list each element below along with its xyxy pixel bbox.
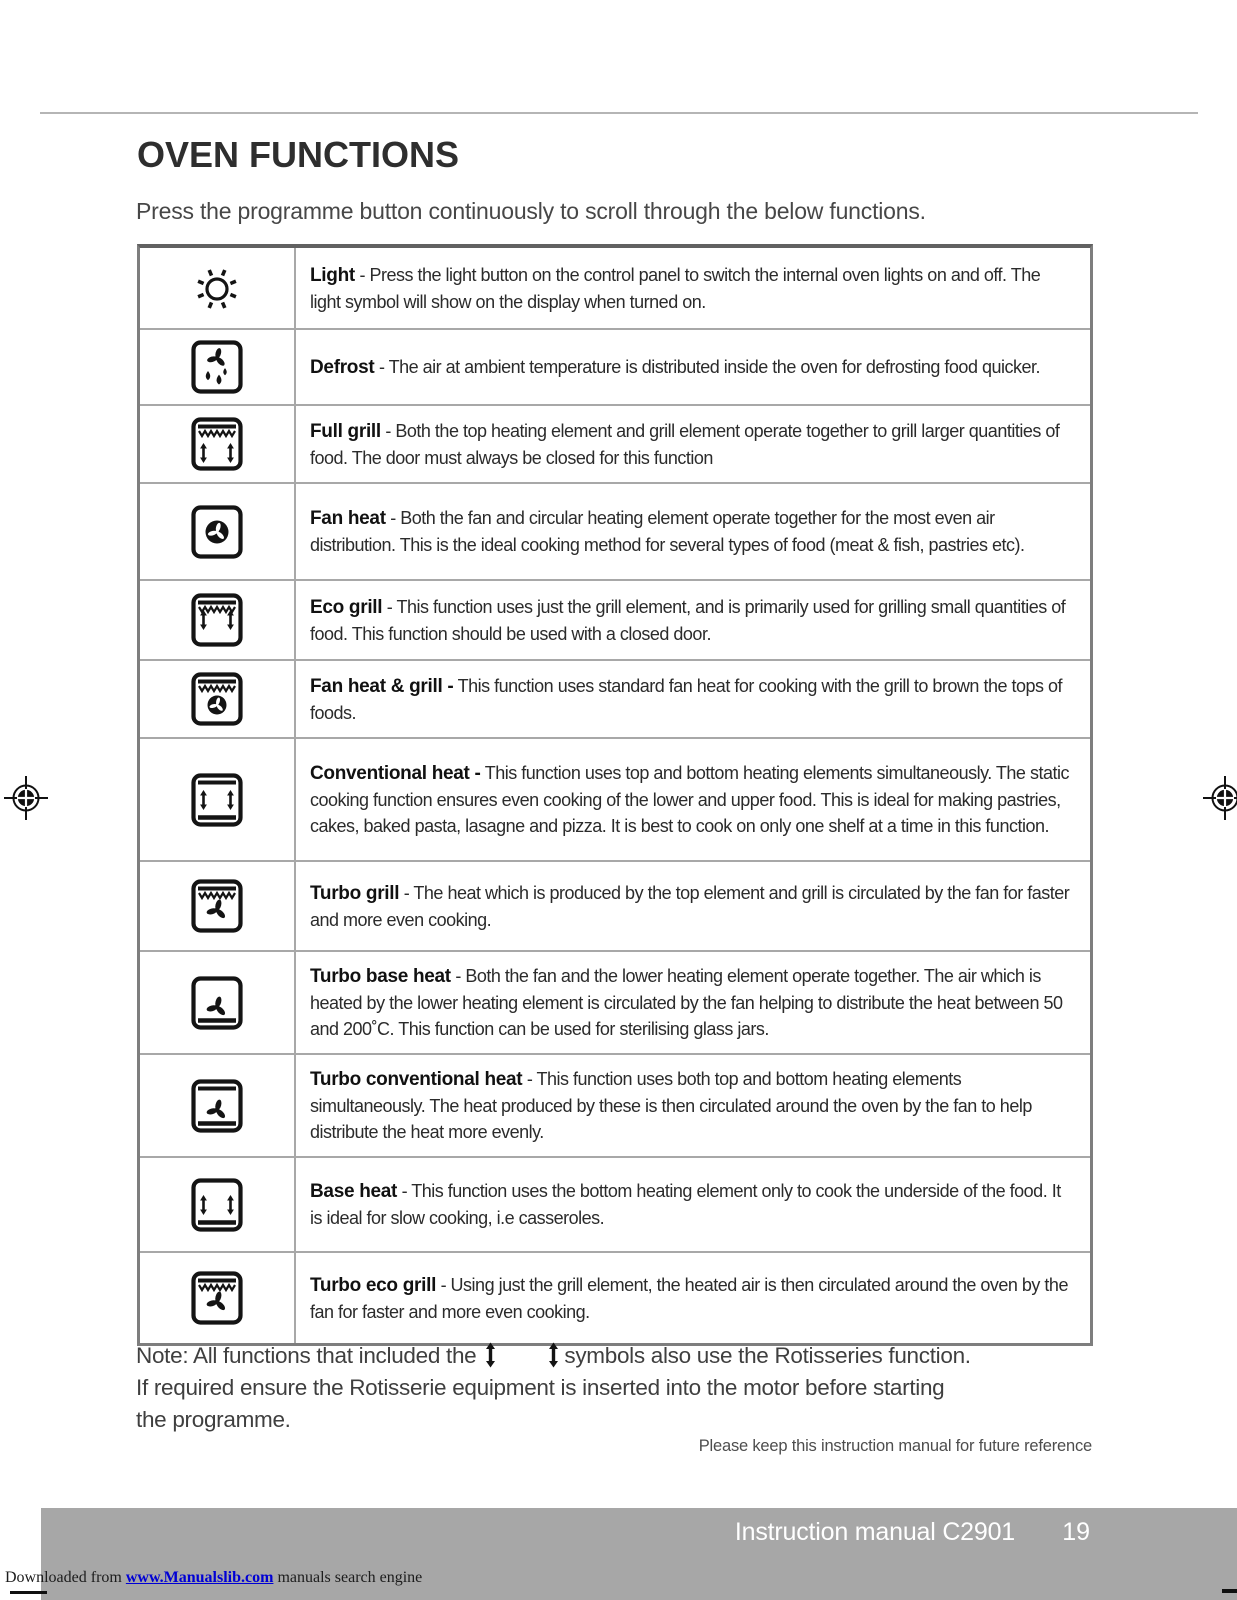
function-name: Turbo grill xyxy=(310,882,400,904)
function-description: - The air at ambient temperature is distributed inside the oven for defrosting food quicker. xyxy=(378,356,1040,377)
page-title: OVEN FUNCTIONS xyxy=(137,134,460,175)
light-icon xyxy=(190,259,244,317)
function-description: This function uses top and bottom heating elements simultaneously. The static cooking function ensures even cooking of the lower and upper food. This is ideal for making pastries, cakes, baked pasta, lasagne and pizza. It is best to cook on only one shelf at a time in this function. xyxy=(310,763,1069,836)
full-grill-icon xyxy=(190,415,244,473)
registration-mark-icon xyxy=(1201,774,1237,822)
function-description: - This function uses the bottom heating element only to cook the underside of the food. It is ideal for slow cooking, i.e casseroles. xyxy=(310,1181,1061,1228)
eco-grill-icon xyxy=(190,591,244,649)
function-name: Fan heat xyxy=(310,508,386,529)
table-row xyxy=(140,404,1090,482)
function-name: Turbo eco grill xyxy=(310,1274,437,1296)
function-description: - Both the top heating element and grill element operate together to grill larger quantities of food. The door must always be closed for this function xyxy=(310,420,1060,468)
fan-heat-grill-icon xyxy=(190,670,244,728)
oven-functions-table xyxy=(137,244,1093,1346)
rotisserie-arrow-icon xyxy=(483,1343,498,1368)
function-name: Conventional heat - xyxy=(310,763,481,784)
crop-mark xyxy=(1222,1589,1237,1593)
function-description: - Using just the grill element, the heated air is then circulated around the oven by the fan for faster and more even cooking. xyxy=(310,1274,1068,1322)
function-description: - This function uses just the grill element, and is primarily used for grilling small quantities of food. This function should be used with a closed door. xyxy=(310,596,1066,644)
function-description: - This function uses both top and bottom heating elements simultaneously. The heat produced by these is then circulated around the oven by the fan to help distribute the heat more evenly. xyxy=(310,1069,1032,1142)
table-row xyxy=(140,328,1090,404)
table-row xyxy=(140,1156,1090,1251)
table-row xyxy=(140,248,1090,328)
manualslib-watermark: Downloaded from www.Manualslib.com manuals search engine xyxy=(5,1569,423,1586)
top-rule xyxy=(40,112,1198,114)
table-row xyxy=(140,482,1090,579)
conventional-heat-icon xyxy=(190,771,244,829)
function-name: Turbo base heat xyxy=(310,966,451,987)
manualslib-link[interactable]: www.Manualslib.com xyxy=(125,1569,274,1586)
table-row xyxy=(140,1251,1090,1343)
function-name: Defrost xyxy=(310,356,375,378)
rotisserie-arrow-icon xyxy=(546,1343,561,1368)
turbo-eco-grill-icon xyxy=(190,1269,244,1327)
turbo-base-heat-icon xyxy=(190,974,244,1032)
page-number: 19 xyxy=(1062,1518,1090,1546)
rotisserie-note: Note: All functions that included the symbols also use the Rotisseries function. If required ensure the Rotisserie equipment is inserted into the motor before starting the programme. xyxy=(136,1343,971,1432)
table-row xyxy=(140,579,1090,659)
function-name: Fan heat & grill - xyxy=(310,675,454,697)
defrost-icon xyxy=(190,338,244,396)
keep-reference-text: Please keep this instruction manual for future reference xyxy=(698,1437,1092,1455)
table-row xyxy=(140,737,1090,860)
function-description: - Both the fan and the lower heating element operate together. The air which is heated by the lower heating element is circulated by the fan helping to distribute the heat between 50 and 200˚C. This function can be used for sterilising glass jars. xyxy=(310,966,1063,1039)
table-row xyxy=(140,950,1090,1053)
function-description: - Press the light button on the control panel to switch the internal oven lights on and off. The light symbol will show on the display when turned on. xyxy=(310,264,1041,312)
base-heat-icon xyxy=(190,1176,244,1234)
turbo-grill-icon xyxy=(190,877,244,935)
function-description: This function uses standard fan heat for cooking with the grill to brown the tops of foods. xyxy=(310,675,1063,723)
function-description: - Both the fan and circular heating element operate together for the most even air distribution. This is the ideal cooking method for several types of food (meat & fish, pastries etc). xyxy=(310,508,1025,555)
function-name: Light xyxy=(310,264,355,286)
table-row xyxy=(140,659,1090,737)
table-row xyxy=(140,1053,1090,1156)
fan-heat-icon xyxy=(190,503,244,561)
function-name: Turbo conventional heat xyxy=(310,1069,523,1090)
footer-manual-label: Instruction manual C2901 xyxy=(734,1518,1015,1546)
turbo-conventional-heat-icon xyxy=(190,1077,244,1135)
intro-text: Press the programme button continuously to scroll through the below functions. xyxy=(136,198,926,224)
crop-mark xyxy=(10,1591,47,1594)
function-name: Base heat xyxy=(310,1181,398,1202)
table-row xyxy=(140,860,1090,950)
function-name: Eco grill xyxy=(310,596,383,618)
function-description: - The heat which is produced by the top element and grill is circulated by the fan for faster and more even cooking. xyxy=(310,882,1070,930)
function-name: Full grill xyxy=(310,420,381,442)
registration-mark-icon xyxy=(2,774,50,822)
